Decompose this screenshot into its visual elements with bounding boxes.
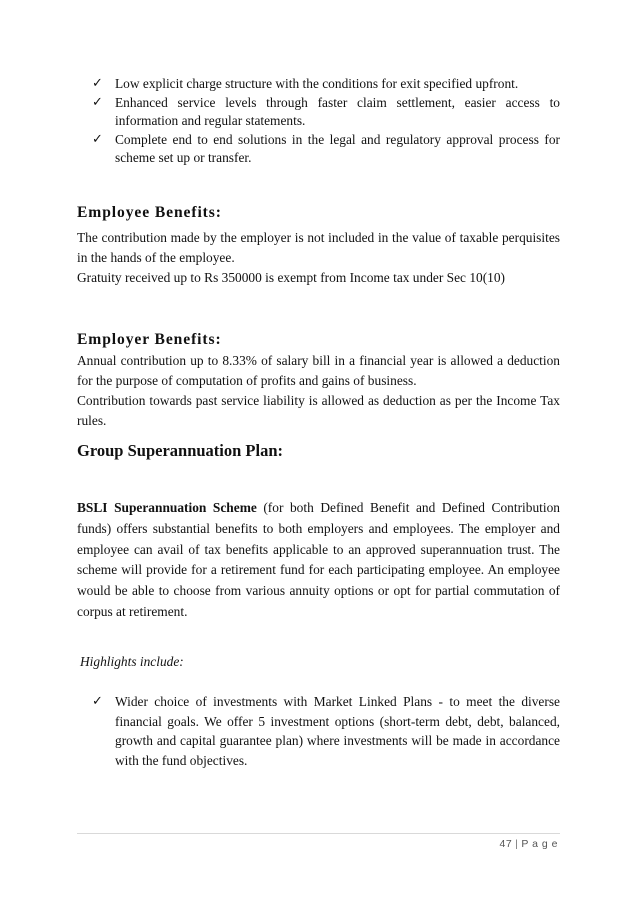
employee-benefits-para-1: The contribution made by the employer is not included in the value of taxable perquisites in the hands of the employee. <box>77 230 560 265</box>
bullet-text: Wider choice of investments with Market Linked Plans - to meet the diverse financial goals. We offer 5 investment options (short-term debt, debt, balanced, growth and capital guarantee plan) where investments will be made in accordance with the fund objectives. <box>115 694 560 768</box>
employer-benefits-para-2: Contribution towards past service liability is allowed as deduction as per the Income Tax rules. <box>77 393 560 428</box>
top-bullet-list <box>92 75 560 168</box>
bullet-text: Low explicit charge structure with the conditions for exit specified upfront. <box>115 76 519 91</box>
superannuation-paragraph <box>77 498 560 623</box>
bullet-text: Enhanced service levels through faster claim settlement, easier access to information and regular statements. <box>115 94 560 128</box>
scheme-text: (for both Defined Benefit and Defined Contribution funds) offers substantial benefits to both employers and employees. The employer and employee can avail of tax benefits applicable to an approved superannuation trust. The scheme will provide for a retirement fund for each participating employee. An employee would be able to choose from various annuity options or opt for partial commutation of corpus at retirement. <box>77 500 560 619</box>
bullet-text: Complete end to end solutions in the legal and regulatory approval process for scheme set up or transfer. <box>115 131 560 165</box>
checkmark-icon: ✓ <box>92 94 103 110</box>
footer-separator: | <box>515 838 519 850</box>
checkmark-icon: ✓ <box>92 694 103 709</box>
checkmark-icon: ✓ <box>92 76 103 91</box>
list-item <box>92 75 560 94</box>
page-number: 47 <box>499 838 513 850</box>
list-item <box>92 131 560 168</box>
scheme-name: BSLI Superannuation Scheme <box>77 500 257 515</box>
group-superannuation-heading: Group Superannuation Plan: <box>77 441 284 460</box>
checkmark-icon: ✓ <box>92 131 103 147</box>
highlights-label: Highlights include: <box>80 654 184 669</box>
employee-benefits-heading: Employee Benefits: <box>77 204 222 221</box>
list-item <box>92 692 560 770</box>
highlights-bullet-list <box>92 692 560 770</box>
list-item <box>92 94 560 131</box>
footer-divider <box>77 833 560 834</box>
page-footer <box>499 838 558 850</box>
employer-benefits-heading: Employer Benefits: <box>77 331 222 348</box>
page-label: P a g e <box>521 838 558 850</box>
employee-benefits-para-2: Gratuity received up to Rs 350000 is exempt from Income tax under Sec 10(10) <box>77 270 506 285</box>
employer-benefits-para-1: Annual contribution up to 8.33% of salary bill in a financial year is allowed a deduction for the purpose of computation of profits and gains of business. <box>77 353 560 388</box>
